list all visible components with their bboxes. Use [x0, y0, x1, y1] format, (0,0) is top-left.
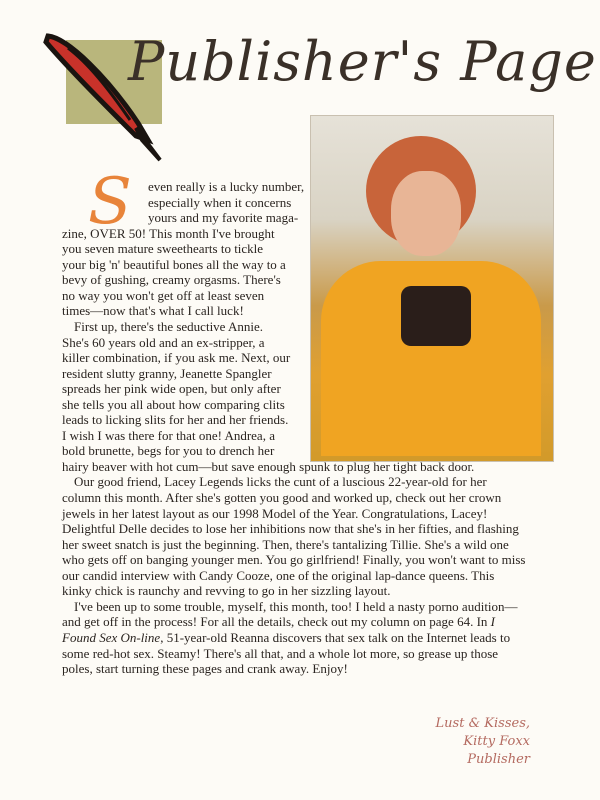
drop-cap: S: [88, 165, 132, 239]
line-text: times—now that's what I call luck!: [62, 303, 244, 319]
article-line: [62, 272, 281, 287]
article-line: [62, 459, 474, 474]
article-line: [62, 646, 498, 661]
line-text: She's 60 years old and an ex-stripper, a: [62, 334, 265, 350]
book-title-text: I: [490, 614, 495, 630]
article-line: [62, 583, 391, 598]
article-line: [62, 614, 495, 629]
article-line: [74, 599, 518, 614]
line-text: who gets off on banging younger men. You go girlfriend! Finally, you won't want to miss: [62, 552, 526, 568]
line-text: leads to licking slits for her and her friends.: [62, 412, 289, 428]
article-line: [62, 552, 525, 567]
line-text: First up, there's the seductive Annie.: [74, 318, 264, 334]
line-text: bold brunette, begs for you to drench her: [62, 443, 275, 459]
article-line: [62, 226, 275, 241]
line-text: I wish I was there for that one! Andrea, a: [62, 427, 275, 443]
page-title: Publisher's Page: [128, 30, 597, 93]
article-line: [62, 443, 274, 458]
line-text: and get off in the process! For all the details, check out my column on page 64. In: [62, 614, 491, 630]
article-line: [62, 537, 509, 552]
article-line: [62, 288, 264, 303]
article-line: [148, 195, 291, 210]
line-text: hairy beaver with hot cum—but save enough spunk to plug her tight back door.: [62, 458, 475, 474]
publisher-photo: [310, 115, 554, 462]
article-line: [62, 397, 285, 412]
article-line: [62, 412, 288, 427]
article-line: [62, 335, 265, 350]
line-text: no way you won't get off at least seven: [62, 287, 265, 303]
signature-closing: Lust & Kisses,: [435, 716, 530, 731]
line-text: her sweet snatch is just the beginning. Then, there's tantalizing Tillie. She's a wild one: [62, 536, 509, 552]
line-text: column this month. After she's gotten you good and worked up, check out her crown: [62, 490, 502, 505]
line-text: kinky chick is raunchy and revving to go in her sizzling layout.: [62, 583, 391, 599]
article-line: [62, 630, 510, 645]
line-text: especially when it concerns: [148, 194, 292, 210]
book-title-text: Found Sex On-line: [62, 629, 161, 645]
article-line: [62, 381, 281, 396]
line-text: spreads her pink wide open, but only after: [62, 381, 281, 397]
line-text: , 51-year-old Reanna discovers that sex talk on the Internet leads to: [160, 629, 511, 645]
line-text: Our good friend, Lacey Legends licks the cunt of a luscious 22-year-old for her: [74, 474, 487, 490]
line-text: I've been up to some trouble, myself, this month, too! I held a nasty porno audition—: [74, 598, 518, 614]
line-text: killer combination, if you ask me. Next, our: [62, 350, 291, 366]
article-line: [62, 506, 487, 521]
line-text: your big 'n' beautiful bones all the way to a: [62, 256, 286, 272]
article-line: [62, 366, 272, 381]
article-line: [62, 661, 348, 676]
line-text: you seven mature sweethearts to tickle: [62, 241, 264, 257]
line-text: even really is a lucky number,: [148, 179, 305, 194]
line-text: yours and my favorite maga-: [148, 210, 299, 226]
line-text: zine, OVER 50! This month I've brought: [62, 225, 275, 241]
line-text: bevy of gushing, creamy orgasms. There's: [62, 272, 281, 288]
article-line: [74, 319, 263, 334]
line-text: she tells you all about how comparing clits: [62, 396, 285, 412]
article-line: [62, 350, 290, 365]
article-line: [148, 210, 298, 225]
article-line: [62, 521, 519, 536]
line-text: Delightful Delle decides to lose her inhibitions now that she's in her fifties, and flashing: [62, 521, 519, 537]
line-text: resident slutty granny, Jeanette Spangler: [62, 365, 272, 381]
article-line: [62, 303, 244, 318]
line-text: some red-hot sex. Steamy! There's all that, and a whole lot more, so grease up those: [62, 645, 499, 661]
line-text: poles, start turning these pages and crank away. Enjoy!: [62, 661, 348, 677]
signature-name: Kitty Foxx: [463, 734, 530, 749]
article-line: [62, 257, 286, 272]
article-line: [62, 428, 275, 443]
article-line: [62, 568, 494, 583]
article-line: [148, 179, 304, 194]
article-line: [62, 241, 263, 256]
line-text: our candid interview with Candy Cooze, one of the original lap-dance queens. This: [62, 567, 495, 583]
signature-role: Publisher: [467, 752, 530, 767]
line-text: jewels in her latest layout as our 1998 Model of the Year. Congratulations, Lacey!: [62, 505, 488, 521]
article-line: [62, 490, 501, 505]
article-line: [74, 474, 487, 489]
